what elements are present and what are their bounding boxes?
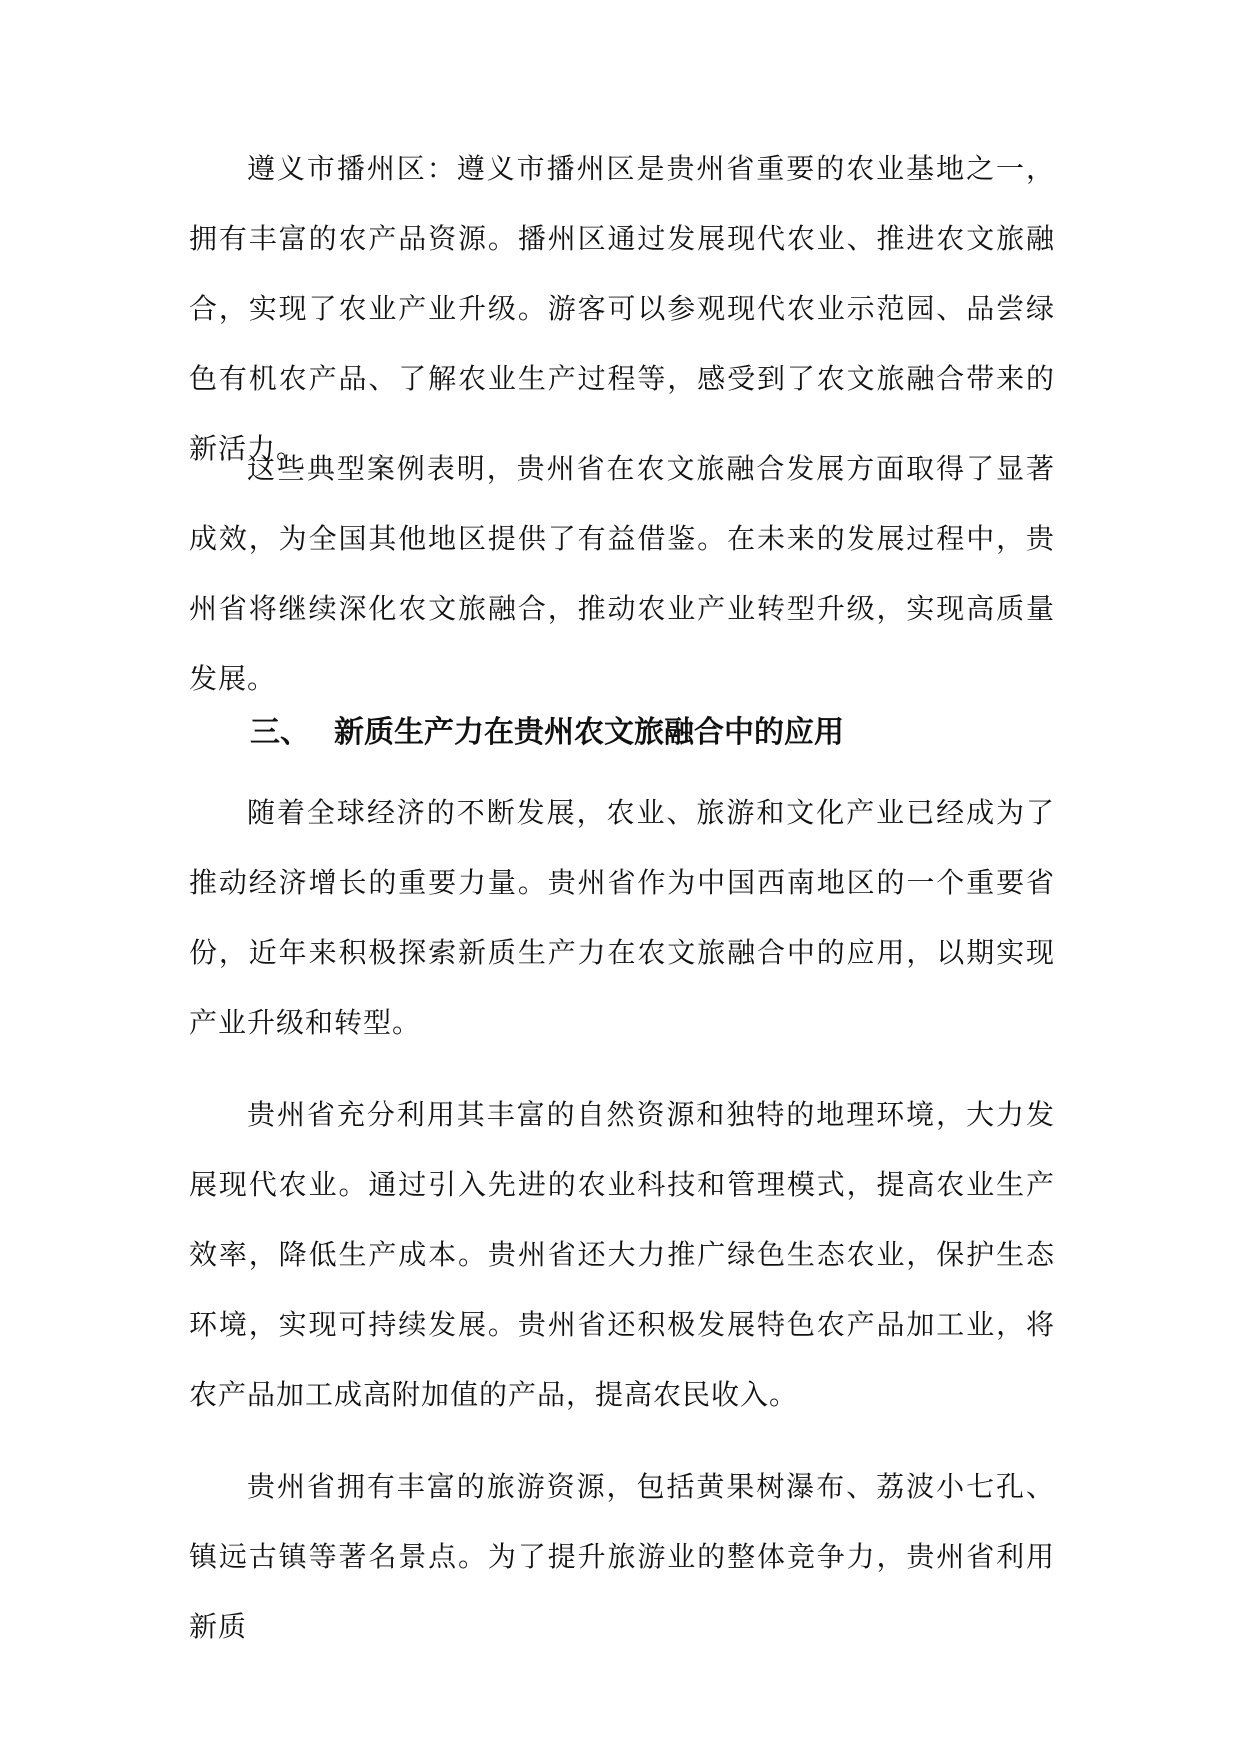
section-number: 三、 <box>250 715 310 750</box>
paragraph-bozhou-district: 遵义市播州区：遵义市播州区是贵州省重要的农业基地之一，拥有丰富的农产品资源。播州区通过发展现代农业、推进农文旅融合，实现了农业产业升级。游客可以参观现代农业示范园、品尝绿色有机农产品、了解农业生产过程等，感受到了农文旅融合带来的新活力。 <box>189 152 1055 465</box>
section-title: 新质生产力在贵州农文旅融合中的应用 <box>334 715 844 750</box>
section-heading <box>250 698 844 768</box>
paragraph-tourism-resources: 贵州省拥有丰富的旅游资源，包括黄果树瀑布、荔波小七孔、镇远古镇等著名景点。为了提升旅游业的整体竞争力，贵州省利用新质 <box>189 1470 1055 1643</box>
paragraph-case-summary: 这些典型案例表明，贵州省在农文旅融合发展方面取得了显著成效，为全国其他地区提供了有益借鉴。在未来的发展过程中，贵州省将继续深化农文旅融合，推动农业产业转型升级，实现高质量发展。 <box>189 452 1055 695</box>
paragraph-introduction: 随着全球经济的不断发展，农业、旅游和文化产业已经成为了推动经济增长的重要力量。贵州省作为中国西南地区的一个重要省份，近年来积极探索新质生产力在农文旅融合中的应用，以期实现产业升级和转型。 <box>189 796 1055 1039</box>
paragraph-modern-agriculture: 贵州省充分利用其丰富的自然资源和独特的地理环境，大力发展现代农业。通过引入先进的农业科技和管理模式，提高农业生产效率，降低生产成本。贵州省还大力推广绿色生态农业，保护生态环境，实现可持续发展。贵州省还积极发展特色农产品加工业，将农产品加工成高附加值的产品，提高农民收入。 <box>189 1098 1055 1411</box>
